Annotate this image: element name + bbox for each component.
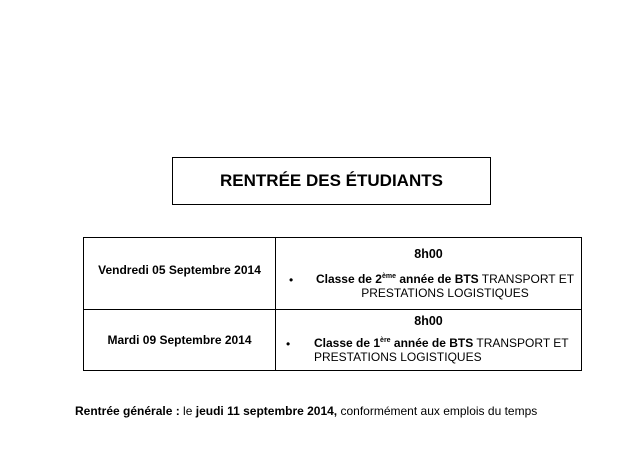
row-date: Mardi 09 Septembre 2014 bbox=[107, 333, 252, 347]
row-class: Classe de 1ère année de BTS TRANSPORT ET PRESTATIONS LOGISTIQUES bbox=[314, 336, 569, 364]
row-divider bbox=[84, 309, 581, 310]
page-title: RENTRÉE DES ÉTUDIANTS bbox=[172, 157, 491, 205]
bullet-icon: • bbox=[286, 337, 291, 351]
row-time: 8h00 bbox=[414, 247, 443, 261]
general-start-note: Rentrée générale : le jeudi 11 septembre 2014, conformément aux emplois du temps bbox=[75, 404, 538, 418]
row-class: Classe de 2ème année de BTS TRANSPORT ET PRESTATIONS LOGISTIQUES bbox=[315, 272, 575, 300]
schedule-table bbox=[83, 237, 582, 371]
row-date: Vendredi 05 Septembre 2014 bbox=[98, 263, 261, 277]
bullet-icon: • bbox=[289, 273, 294, 287]
row-time: 8h00 bbox=[414, 314, 443, 328]
